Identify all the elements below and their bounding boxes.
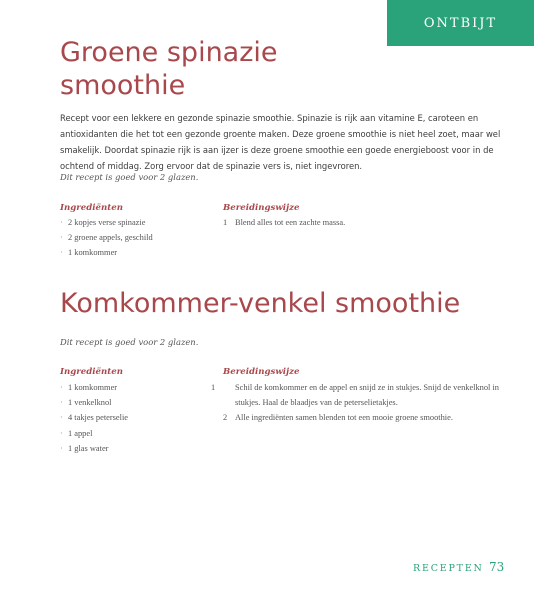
list-item: · 1 venkelknol — [60, 398, 112, 408]
recipe-title: Komkommer-venkel smoothie — [60, 288, 461, 319]
method-heading: Bereidingswijze — [223, 203, 300, 213]
list-item: · 2 groene appels, geschild — [60, 233, 153, 243]
list-item: · 2 kopjes verse spinazie — [60, 218, 146, 227]
list-item: 1 Blend alles tot een zachte massa. — [223, 218, 346, 227]
ingredients-heading: Ingrediënten — [60, 367, 123, 377]
list-item: · 1 komkommer — [60, 248, 118, 258]
list-item: · 1 komkommer — [60, 383, 118, 392]
list-item: 2 Alle ingrediënten samen blenden tot een mooie groene smoothie. — [223, 413, 453, 423]
ingredients-list — [60, 380, 128, 456]
footer-section-label: RECEPTEN — [413, 563, 484, 574]
list-item: · 4 takjes peterselie — [60, 413, 128, 423]
recipe-intro: Recept voor een lekkere en gezonde spinazie smoothie. Spinazie is rijk aan vitamine E, caroteen en antioxidanten die het tot een gezonde groente maken. Deze groene smoothie is niet heel zoet, maar wel smakelijk. Doordat spinazie rijk is aan ijzer is deze groene smoothie een goede energieboost voor in de ochtend of middag. Zorg ervoor dat de spinazie vers is, niet ingevroren. — [60, 113, 501, 171]
ingredients-heading: Ingrediënten — [60, 203, 123, 213]
list-item: · 1 appel — [60, 428, 93, 438]
page-number: 73 — [489, 560, 505, 574]
section-tab-label: ONTBIJT — [423, 15, 498, 31]
section-tab-ontbijt — [387, 0, 534, 46]
list-item: 1 Schil de komkommer en de appel en snijd ze in stukjes. Snijd de venkelknol in stukjes. Haal de blaadjes van de peterselietakjes. — [211, 383, 499, 408]
method-heading: Bereidingswijze — [223, 367, 300, 377]
method-steps — [211, 380, 508, 426]
method-steps — [223, 215, 513, 230]
servings-note: Dit recept is goed voor 2 glazen. — [60, 172, 199, 182]
servings-note: Dit recept is goed voor 2 glazen. — [60, 337, 199, 347]
recipe-title: Groene spinazie smoothie — [60, 37, 278, 101]
ingredients-list — [60, 215, 153, 261]
list-item: · 1 glas water — [60, 443, 109, 453]
